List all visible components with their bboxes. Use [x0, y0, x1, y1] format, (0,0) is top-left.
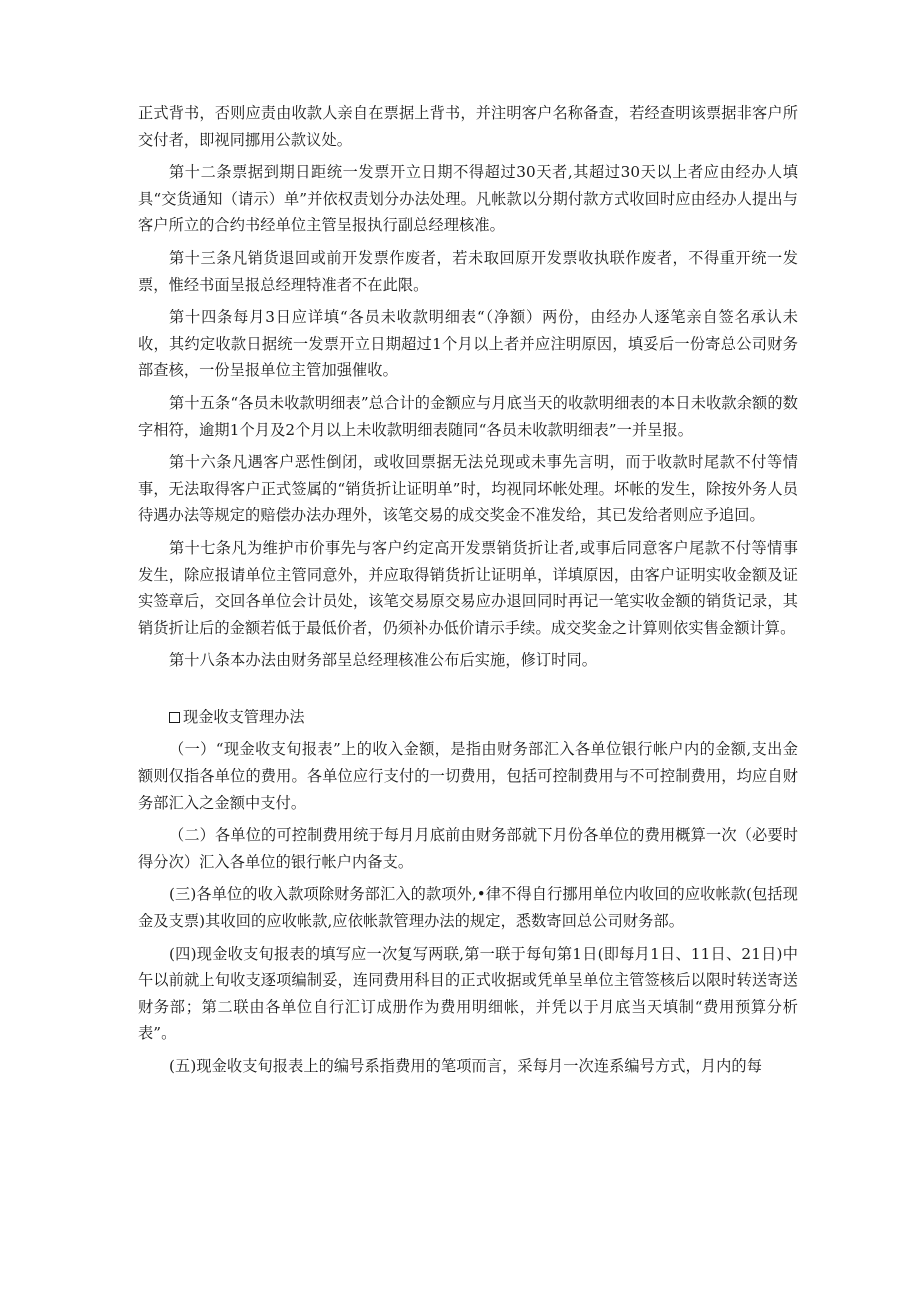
paragraph-item-2: （二）各单位的可控制费用统于每月月底前由财务部就下月份各单位的费用概算一次（必要时得分次）汇入各单位的银行帐户内备支。	[138, 826, 798, 871]
paragraph-article-15: 第十五条“各员未收款明细表”总合计的金额应与月底当天的收款明细表的本日未收款余额的数字相符，逾期1个月及2个月以上未收款明细表随同“各员未收款明细表”一并呈报。	[138, 393, 798, 439]
paragraph-article-16: 第十六条凡遇客户恶性倒闭，或收回票据无法兑现或未事先言明，而于收款时尾款不付等情事，无法取得客户正式签属的“销货折让证明单”时，均视同坏帐处理。坏帐的发生，除按外务人员待遇办法等规定的赔偿办法办理外，该笔交易的成交奖金不准发给，其已发给者则应予追回。	[138, 453, 798, 525]
section-title-text: 现金收支管理办法	[183, 707, 305, 726]
document-page	[138, 100, 798, 1080]
paragraph-item-1: （一）“现金收支旬报表”上的收入金额，是指由财务部汇入各单位银行帐户内的金额,支出金额则仅指各单位的费用。各单位应行支付的一切费用，包括可控制费用与不可控制费用，均应自财务部汇入之金额中支付。	[138, 740, 798, 812]
checkbox-icon	[169, 712, 180, 723]
section-heading	[169, 704, 798, 731]
paragraph-article-18: 第十八条本办法由财务部呈总经理核准公布后实施，修订时同。	[169, 651, 598, 670]
paragraph-item-4: (四)现金收支旬报表的填写应一次复写两联,第一联于每旬第1日(即每月1日、11日、21日)中午以前就上旬收支逐项编制妥，连同费用科目的正式收据或凭单呈单位主管签核后以限时转送寄送财务部；第二联由各单位自行汇订成册作为费用明细帐，并凭以于月底当天填制“费用预算分析表”。	[138, 944, 798, 1043]
paragraph-article-12: 第十二条票据到期日距统一发票开立日期不得超过30天者,其超过30天以上者应由经办人填具“交货通知（请示）单”并依权责划分办法处理。凡帐款以分期付款方式收回时应由经办人提出与客户所立的合约书经单位主管呈报执行副总经理核准。	[138, 163, 798, 235]
paragraph-item-3: (三)各单位的收入款项除财务部汇入的款项外,•律不得自行挪用单位内收回的应收帐款(包括现金及支票)其收回的应收帐款,应依帐款管理办法的规定，悉数寄回总公司财务部。	[138, 885, 798, 931]
paragraph-article-17: 第十七条凡为维护市价事先与客户约定高开发票销货折让者,或事后同意客户尾款不付等情事发生，除应报请单位主管同意外，并应取得销货折让证明单，详填原因，由客户证明实收金额及证实签章后，交回各单位会计员处，该笔交易原交易应办退回同时再记一笔实收金额的销货记录，其销货折让后的金额若低于最低价者，仍须补办低价请示手续。成交奖金之计算则依实售金额计算。	[138, 538, 798, 637]
paragraph-article-14: 第十四条每月3日应详填“各员未收款明细表“（净额）两份，由经办人逐笔亲自签名承认未收，其约定收款日据统一发票开立日期超过1个月以上者并应注明原因，填妥后一份寄总公司财务部查核，一份呈报单位主管加强催收。	[138, 308, 798, 380]
paragraph-continuation: 正式背书，否则应责由收款人亲自在票据上背书，并注明客户名称备查，若经查明该票据非客户所交付者，即视同挪用公款议处。	[138, 104, 798, 149]
paragraph-item-5: (五)现金收支旬报表上的编号系指费用的笔项而言，采每月一次连系编号方式，月内的每	[169, 1057, 762, 1075]
paragraph-article-13: 第十三条凡销货退回或前开发票作废者，若未取回原开发票收执联作废者，不得重开统一发票，惟经书面呈报总经理特准者不在此限。	[138, 248, 798, 294]
